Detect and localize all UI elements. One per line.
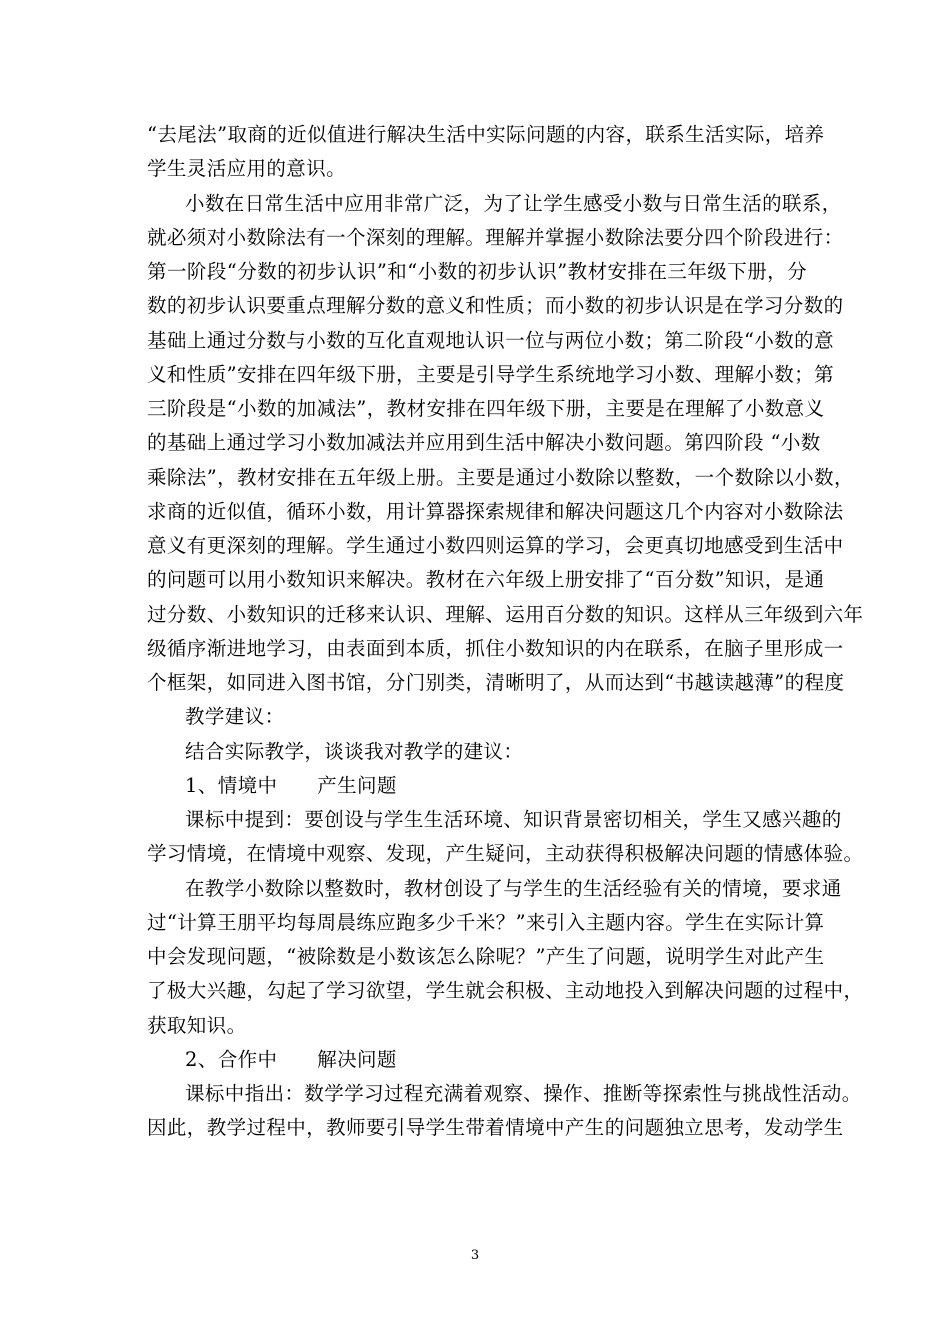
text-line: 三阶段是“小数的加减法”，教材安排在四年级下册，主要是在理解了小数意义: [147, 397, 825, 420]
text-line: 学习情境，在情境中观察、发现，产生疑问，主动获得积极解决问题的情感体验。: [147, 842, 864, 866]
text-line: 乘除法”，教材安排在五年级上册。主要是通过小数除以整数，一个数除以小数，: [147, 465, 854, 489]
text-line: 教学建议：: [185, 705, 285, 729]
text-line: 第一阶段“分数的初步认识”和“小数的初步认识”教材安排在三年级下册，分: [147, 260, 807, 283]
text-line: 义和性质”安排在四年级下册，主要是引导学生系统地学习小数、理解小数；第: [147, 362, 834, 386]
text-line: 级循序渐进地学习，由表面到本质，抓住小数知识的内在联系，在脑子里形成一: [147, 636, 844, 660]
text-line: 数的初步认识要重点理解分数的意义和性质；而小数的初步认识是在学习分数的: [147, 294, 844, 318]
text-line: 个框架，如同进入图书馆，分门别类，清晰明了，从而达到“书越读越薄”的程度: [147, 671, 845, 694]
text-line: 求商的近似值，循环小数，用计算器探索规律和解决问题这几个内容对小数除法: [147, 499, 844, 523]
text-line: 结合实际教学，谈谈我对教学的建议：: [185, 739, 524, 763]
text-line: 课标中提到：要创设与学生生活环境、知识背景密切相关，学生又感兴趣的: [185, 808, 842, 831]
text-line: 学生灵活应用的意识。: [147, 157, 347, 181]
text-line: 在教学小数除以整数时，教材创设了与学生的生活经验有关的情境，要求通: [185, 876, 842, 900]
text-line: 意义有更深刻的理解。学生通过小数四则运算的学习，会更真切地感受到生活中: [147, 534, 844, 557]
text-line: 基础上通过分数与小数的互化直观地认识一位与两位小数；第二阶段“小数的意: [147, 328, 834, 352]
page-number: 3: [470, 1248, 480, 1263]
text-line: 过“计算王朋平均每周晨练应跑多少千米？”来引入主题内容。学生在实际计算: [147, 910, 825, 934]
text-line: 了极大兴趣，勾起了学习欲望，学生就会积极、主动地投入到解决问题的过程中，: [147, 979, 864, 1003]
text-line: 的基础上通过学习小数加减法并应用到生活中解决小数问题。第四阶段 “小数: [147, 431, 821, 455]
text-line: 中会发现问题，“被除数是小数该怎么除呢？”产生了问题，说明学生对此产生: [147, 945, 825, 968]
text-line: 的问题可以用小数知识来解决。教材在六年级上册安排了“百分数”知识，是通: [147, 568, 825, 592]
text-line: “去尾法”取商的近似值进行解决生活中实际问题的内容，联系生活实际，培养: [147, 123, 825, 146]
text-line: 2、合作中 解决问题: [185, 1047, 397, 1071]
text-line: 课标中指出：数学学习过程充满着观察、操作、推断等探索性与挑战性活动。: [185, 1082, 862, 1105]
text-line: 小数在日常生活中应用非常广泛，为了让学生感受小数与日常生活的联系，: [185, 191, 842, 215]
text-line: 1、情境中 产生问题: [185, 773, 397, 797]
text-line: 就必须对小数除法有一个深刻的理解。理解并掌握小数除法要分四个阶段进行：: [147, 225, 844, 249]
text-line: 过分数、小数知识的迁移来认识、理解、运用百分数的知识。这样从三年级到六年: [147, 602, 864, 626]
text-line: 因此，教学过程中，教师要引导学生带着情境中产生的问题独立思考，发动学生: [147, 1116, 844, 1140]
text-line: 获取知识。: [147, 1013, 247, 1037]
